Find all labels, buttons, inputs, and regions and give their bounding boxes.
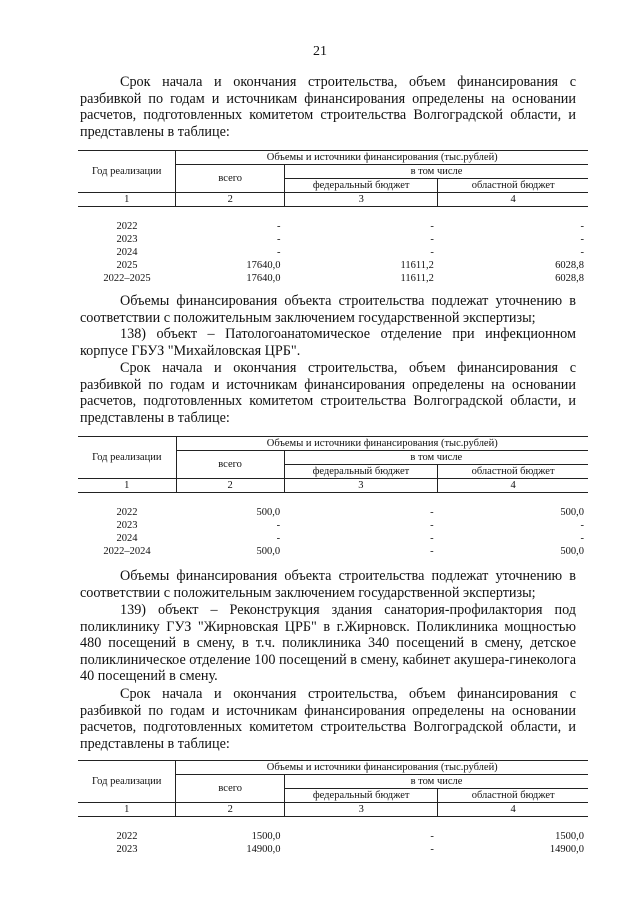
header-regional: областной бюджет xyxy=(438,179,588,193)
header-num-3: 3 xyxy=(284,479,438,493)
cell-year: 2023 xyxy=(116,233,138,245)
header-regional: областной бюджет xyxy=(438,789,588,803)
table-row xyxy=(78,532,588,545)
table-row xyxy=(78,545,588,558)
header-total: всего xyxy=(176,775,285,803)
header-num-3: 3 xyxy=(285,803,438,817)
table-row xyxy=(78,220,588,233)
paragraph-refinement-2 xyxy=(80,568,576,601)
cell-federal: 11611,2 xyxy=(400,272,434,284)
header-num-2: 2 xyxy=(176,479,284,493)
cell-federal: - xyxy=(430,220,434,232)
cell-federal: - xyxy=(430,506,434,518)
header-total: всего xyxy=(176,165,285,193)
cell-total: - xyxy=(277,246,281,258)
cell-total: 14900,0 xyxy=(246,843,281,855)
funding-table-2 xyxy=(78,436,588,558)
header-year: Год реализации xyxy=(78,761,176,803)
cell-year: 2025 xyxy=(116,259,138,271)
header-num-3: 3 xyxy=(285,193,438,207)
cell-year: 2022–2024 xyxy=(103,545,151,557)
cell-total: 500,0 xyxy=(256,545,281,557)
cell-regional: - xyxy=(580,233,584,245)
table-row xyxy=(78,246,588,259)
table-row xyxy=(78,843,588,856)
cell-federal: 11611,2 xyxy=(400,259,434,271)
cell-regional: - xyxy=(580,532,584,544)
header-num-1: 1 xyxy=(78,193,176,207)
cell-total: - xyxy=(277,220,281,232)
cell-total: 500,0 xyxy=(256,506,281,518)
cell-year: 2023 xyxy=(116,843,138,855)
cell-year: 2023 xyxy=(116,519,138,531)
paragraph-text: 138) объект – Патологоанатомическое отделение при инфекционном корпусе ГБУЗ "Михайловская ЦРБ". xyxy=(80,326,576,359)
header-federal: федеральный бюджет xyxy=(284,465,438,479)
cell-regional: - xyxy=(580,220,584,232)
header-num-1: 1 xyxy=(78,479,176,493)
cell-year: 2022–2025 xyxy=(103,272,151,284)
paragraph-text: Объемы финансирования объекта строительства подлежат уточнению в соответствии с положительным заключением государственной экспертизы; xyxy=(80,568,576,601)
paragraph-funding-terms-2 xyxy=(80,360,576,426)
cell-total: 1500,0 xyxy=(251,830,281,842)
cell-federal: - xyxy=(430,519,434,531)
table-row xyxy=(78,272,588,285)
funding-table-1 xyxy=(78,150,588,285)
cell-total: 17640,0 xyxy=(246,272,281,284)
cell-year: 2024 xyxy=(116,246,138,258)
header-regional: областной бюджет xyxy=(438,465,588,479)
cell-federal: - xyxy=(430,246,434,258)
header-federal: федеральный бюджет xyxy=(285,179,438,193)
header-total: всего xyxy=(176,451,284,479)
cell-regional: 500,0 xyxy=(560,506,584,518)
header-num-2: 2 xyxy=(176,803,285,817)
cell-year: 2022 xyxy=(116,830,138,842)
cell-federal: - xyxy=(430,233,434,245)
cell-year: 2024 xyxy=(116,532,138,544)
cell-regional: 6028,8 xyxy=(555,259,584,271)
cell-regional: - xyxy=(580,246,584,258)
paragraph-text: 139) объект – Реконструкция здания санатория-профилактория под поликлинику ГУЗ "Жирновская ЦРБ" в г.Жирновск. Поликлиника мощностью 480 посещений в смену, в т.ч. поликлиника 340 посещений в смену, детское поликлиническое отделение 100 посещений в смену, кабинет акушера-гинеколога 40 посещений в смену. xyxy=(80,602,576,685)
table-row xyxy=(78,519,588,532)
paragraph-funding-terms-1 xyxy=(80,74,576,140)
cell-total: - xyxy=(276,519,281,531)
header-num-2: 2 xyxy=(176,193,285,207)
paragraph-object-138 xyxy=(80,326,576,359)
cell-federal: - xyxy=(430,532,434,544)
table-row xyxy=(78,259,588,272)
header-volumes: Объемы и источники финансирования (тыс.рублей) xyxy=(176,437,588,451)
header-federal: федеральный бюджет xyxy=(285,789,438,803)
page-number: 21 xyxy=(313,44,327,59)
cell-regional: 1500,0 xyxy=(555,830,584,842)
paragraph-object-139 xyxy=(80,602,576,685)
cell-regional: 500,0 xyxy=(560,545,584,557)
paragraph-text: Срок начала и окончания строительства, объем финансирования с разбивкой по годам и источникам финансирования определены на основании расчетов, подготовленных комитетом строительства Волгоградской области, и представлены в таблице: xyxy=(80,686,576,752)
header-including: в том числе xyxy=(285,775,588,789)
header-year: Год реализации xyxy=(78,437,176,479)
paragraph-text: Срок начала и окончания строительства, объем финансирования с разбивкой по годам и источникам финансирования определены на основании расчетов, подготовленных комитетом строительства Волгоградской области, и представлены в таблице: xyxy=(80,360,576,426)
paragraph-refinement-1 xyxy=(80,293,576,326)
header-num-4: 4 xyxy=(438,193,588,207)
header-num-4: 4 xyxy=(438,479,588,493)
header-volumes: Объемы и источники финансирования (тыс.рублей) xyxy=(176,151,588,165)
header-volumes: Объемы и источники финансирования (тыс.рублей) xyxy=(176,761,588,775)
funding-table-3 xyxy=(78,760,588,856)
paragraph-text: Объемы финансирования объекта строительства подлежат уточнению в соответствии с положительным заключением государственной экспертизы; xyxy=(80,293,576,326)
cell-federal: - xyxy=(430,843,434,855)
cell-total: 17640,0 xyxy=(246,259,281,271)
table-row xyxy=(78,506,588,519)
table-row xyxy=(78,233,588,246)
header-year: Год реализации xyxy=(78,151,176,193)
cell-year: 2022 xyxy=(116,506,138,518)
header-including: в том числе xyxy=(285,165,588,179)
header-num-4: 4 xyxy=(438,803,588,817)
cell-regional: 14900,0 xyxy=(549,843,584,855)
header-including: в том числе xyxy=(284,451,588,465)
cell-total: - xyxy=(276,532,281,544)
cell-total: - xyxy=(277,233,281,245)
cell-year: 2022 xyxy=(116,220,138,232)
cell-regional: 6028,8 xyxy=(555,272,584,284)
paragraph-funding-terms-3 xyxy=(80,686,576,752)
cell-federal: - xyxy=(430,830,434,842)
cell-federal: - xyxy=(430,545,434,557)
paragraph-text: Срок начала и окончания строительства, объем финансирования с разбивкой по годам и источникам финансирования определены на основании расчетов, подготовленных комитетом строительства Волгоградской области, и представлены в таблице: xyxy=(80,74,576,140)
cell-regional: - xyxy=(580,519,584,531)
table-row xyxy=(78,830,588,843)
header-num-1: 1 xyxy=(78,803,176,817)
